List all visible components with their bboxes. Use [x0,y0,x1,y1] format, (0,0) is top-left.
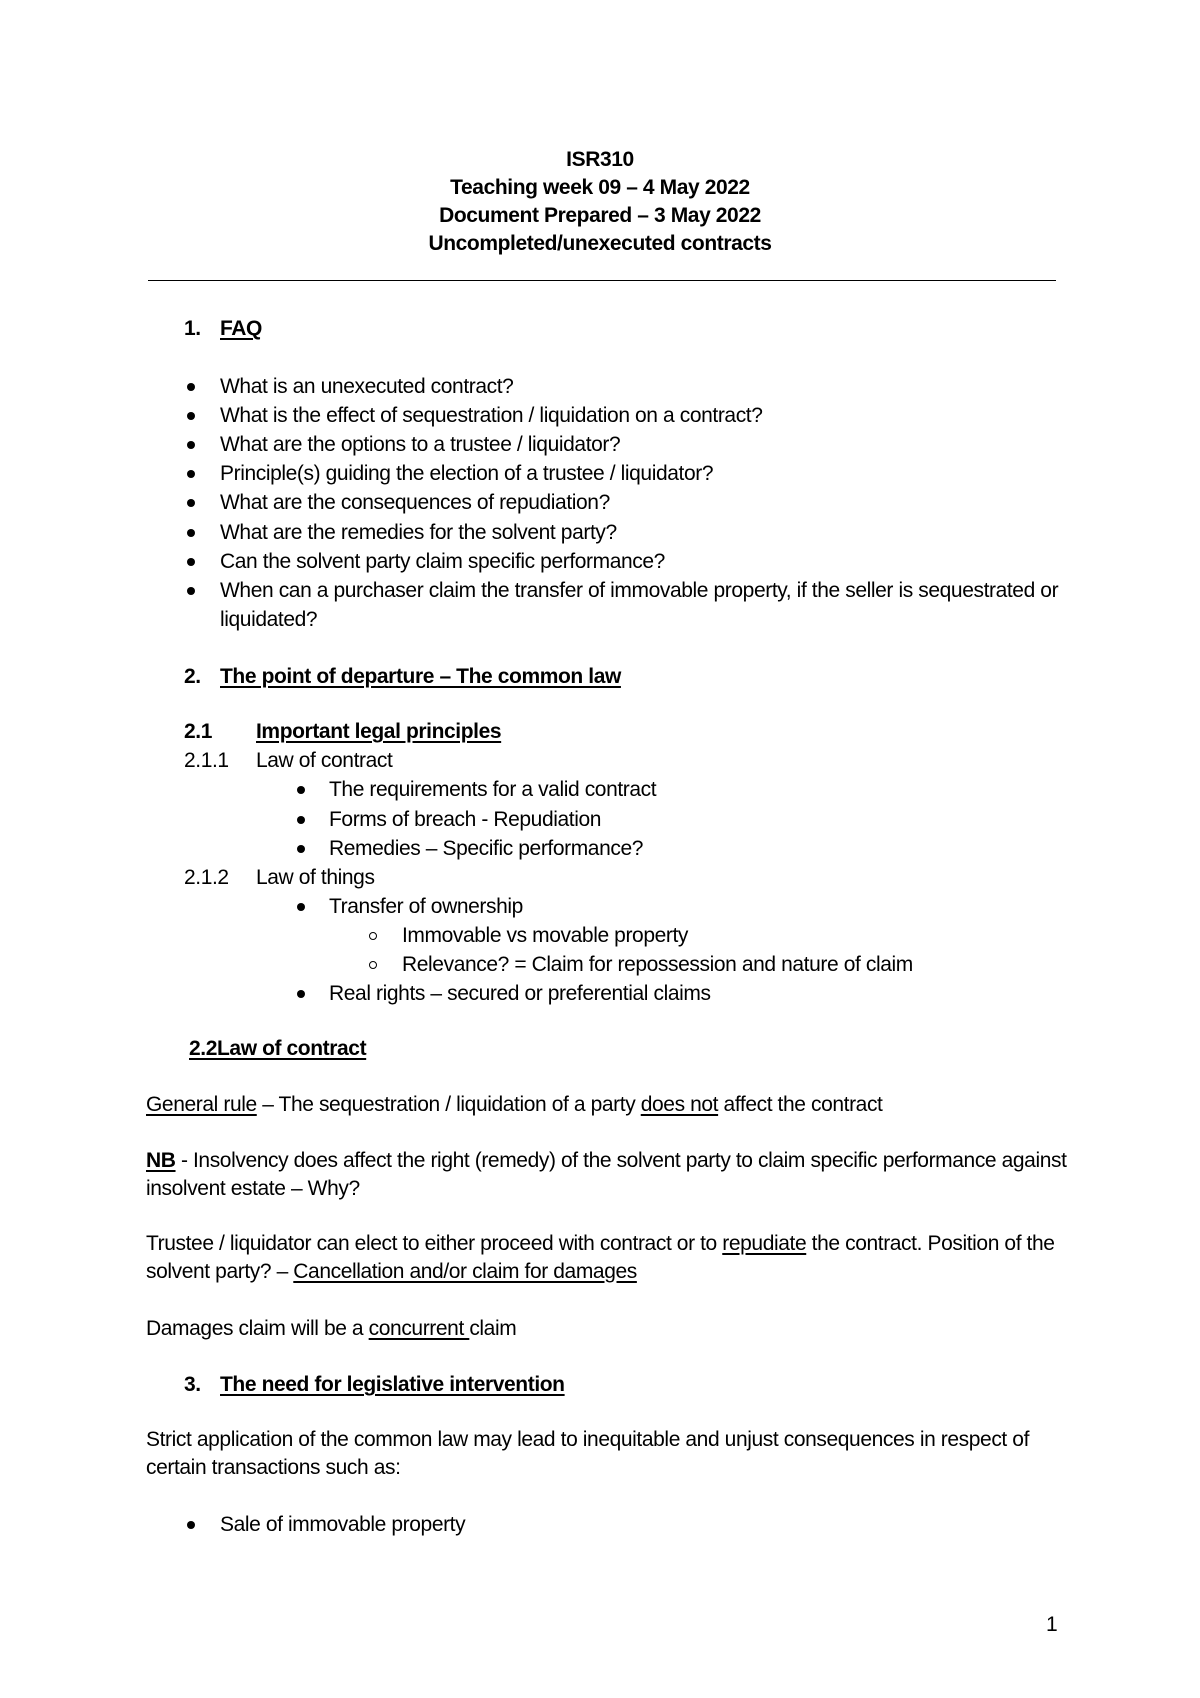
contract-item: Remedies – Specific performance? [329,837,644,860]
things-item: Transfer of ownership [329,895,523,918]
contract-item: Forms of breach - Repudiation [329,808,602,831]
section-3-number: 3. [184,1373,201,1396]
faq-item: What are the options to a trustee / liquidator? [220,433,621,456]
section-2-2-heading [189,1036,366,1062]
faq-item: What are the remedies for the solvent party? [220,521,617,544]
does-not-emphasis: does not [640,1093,719,1116]
section-2-1-1-title: Law of contract [256,749,393,772]
trustee-paragraph-line-1 [146,1231,1055,1257]
paragraph-text: Trustee / liquidator can elect to either proceed with contract or to [146,1232,723,1255]
bullet-icon [297,845,305,853]
faq-item: What is an unexecuted contract? [220,375,514,398]
document-prepared: Document Prepared – 3 May 2022 [439,204,761,227]
transaction-item: Sale of immovable property [220,1513,466,1536]
faq-item: Principle(s) guiding the election of a trustee / liquidator? [220,462,714,485]
hollow-bullet-icon [369,932,377,940]
bullet-icon [187,383,195,391]
paragraph-text: claim [469,1317,517,1340]
bullet-icon [297,786,305,794]
bullet-icon [187,587,195,595]
paragraph-text: - Insolvency does affect the right (remedy) of the solvent party to claim specific performance against [175,1149,1067,1172]
teaching-week: Teaching week 09 – 4 May 2022 [450,176,750,199]
faq-item: When can a purchaser claim the transfer of immovable property, if the seller is sequestrated or [220,579,1059,602]
nb-label: NB [146,1149,176,1172]
section-3-title: The need for legislative intervention [220,1373,565,1396]
cancellation-emphasis: Cancellation and/or claim for damages [293,1260,637,1283]
section-1-number: 1. [184,317,201,340]
section-2-1-1-number: 2.1.1 [184,749,229,772]
bullet-icon [187,441,195,449]
general-rule-label: General rule [146,1093,257,1116]
faq-item-continuation: liquidated? [220,608,318,631]
damages-paragraph [146,1316,516,1342]
faq-item: What is the effect of sequestration / liquidation on a contract? [220,404,763,427]
document-topic: Uncompleted/unexecuted contracts [428,232,772,255]
bullet-icon [297,990,305,998]
repudiate-emphasis: repudiate [722,1232,807,1255]
nb-paragraph-line-2: insolvent estate – Why? [146,1177,360,1200]
strict-application-line-1: Strict application of the common law may lead to inequitable and unjust consequences in respect of [146,1428,1030,1451]
general-rule-paragraph [146,1092,883,1118]
bullet-icon [297,816,305,824]
things-item: Real rights – secured or preferential claims [329,982,711,1005]
strict-application-line-2: certain transactions such as: [146,1456,401,1479]
bullet-icon [187,1521,195,1529]
course-code: ISR310 [566,148,634,171]
section-2-1-2-title: Law of things [256,866,375,889]
bullet-icon [187,529,195,537]
section-2-title: The point of departure – The common law [220,665,621,688]
bullet-icon [187,499,195,507]
bullet-icon [187,412,195,420]
paragraph-text: – The sequestration / liquidation of a party [256,1093,641,1116]
nb-paragraph-line-1 [146,1148,1067,1174]
section-2-number: 2. [184,665,201,688]
concurrent-emphasis: concurrent [368,1317,470,1340]
paragraph-text: affect the contract [718,1093,883,1116]
section-2-1-title: Important legal principles [256,720,502,743]
faq-item: What are the consequences of repudiation? [220,491,610,514]
section-2-1-2-number: 2.1.2 [184,866,229,889]
section-1-title: FAQ [220,317,262,340]
page-number: 1 [1046,1613,1058,1636]
hollow-bullet-icon [369,961,377,969]
paragraph-text: solvent party? – [146,1260,294,1283]
bullet-icon [187,558,195,566]
things-subitem: Relevance? = Claim for repossession and nature of claim [402,953,913,976]
section-2-1-number: 2.1 [184,720,212,743]
trustee-paragraph-line-2 [146,1259,637,1285]
paragraph-text: the contract. Position of the [806,1232,1055,1255]
header-divider [148,280,1056,281]
section-2-2-title: Law of contract [217,1037,367,1060]
things-subitem: Immovable vs movable property [402,924,689,947]
contract-item: The requirements for a valid contract [329,778,657,801]
paragraph-text: Damages claim will be a [146,1317,369,1340]
faq-item: Can the solvent party claim specific performance? [220,550,665,573]
bullet-icon [187,470,195,478]
section-2-2-number: 2.2 [189,1037,217,1060]
bullet-icon [297,903,305,911]
